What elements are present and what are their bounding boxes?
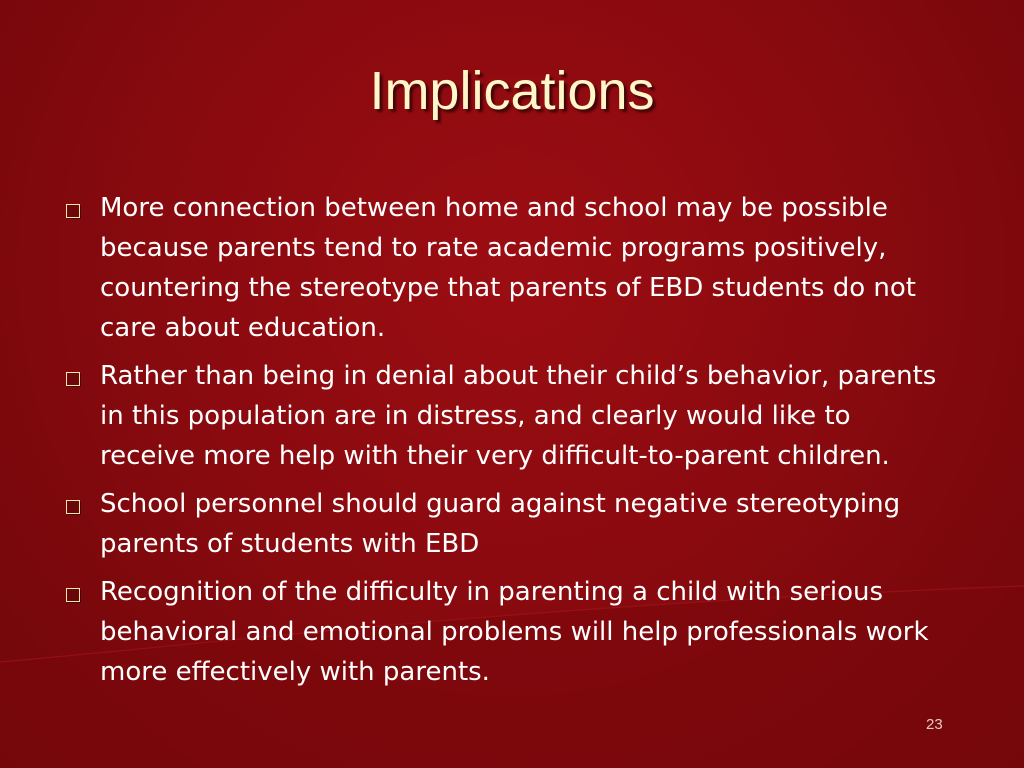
slide-number: 23 xyxy=(926,716,943,733)
bullet-text: School personnel should guard against negative stereotyping parents of students with EBD xyxy=(100,489,901,559)
hollow-square-icon xyxy=(66,204,80,218)
bullet-list xyxy=(62,188,952,700)
bullet-item xyxy=(62,572,952,692)
hollow-square-icon xyxy=(66,500,80,514)
bullet-item xyxy=(62,188,952,348)
slide-title: Implications xyxy=(369,61,655,121)
bullet-text: Rather than being in denial about their child’s behavior, parents in this population are in distress, and clearly would like to receive more help with their very difficult-to-parent children. xyxy=(100,361,937,471)
bullet-item xyxy=(62,484,952,564)
hollow-square-icon xyxy=(66,588,80,602)
hollow-square-icon xyxy=(66,372,80,386)
bullet-text: More connection between home and school may be possible because parents tend to rate academic programs positively, countering the stereotype that parents of EBD students do not care about education. xyxy=(100,193,916,343)
bullet-text: Recognition of the difficulty in parenting a child with serious behavioral and emotional problems will help professionals work more effectively with parents. xyxy=(100,577,929,687)
bullet-item xyxy=(62,356,952,476)
